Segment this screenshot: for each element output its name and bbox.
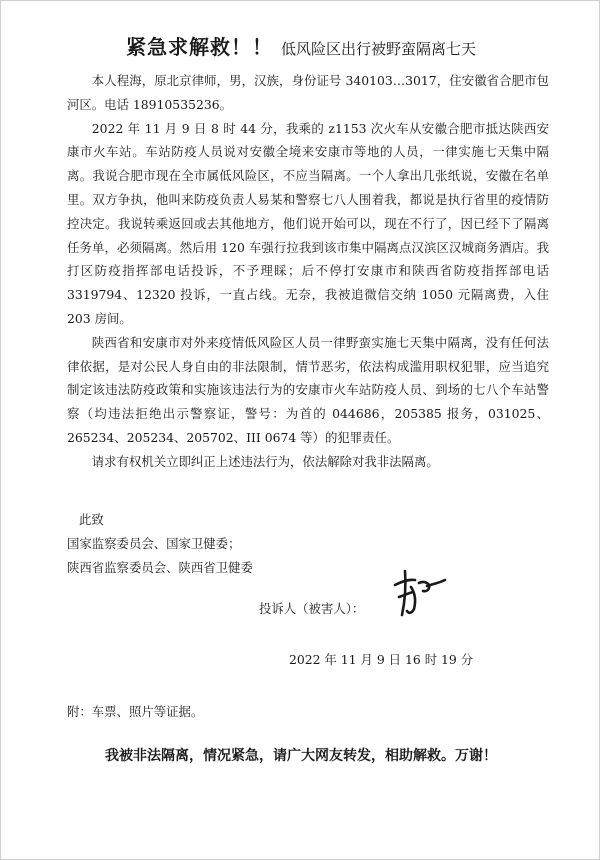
recipient-line: 陕西省监察委员会、陕西省卫健委 [67, 560, 253, 575]
handwritten-signature [389, 567, 447, 621]
signing-date: 2022 年 11 月 9 日 16 时 19 分 [289, 652, 474, 667]
salutation: 此致 [79, 512, 104, 527]
paragraph-incident: 2022 年 11 月 9 日 8 时 44 分，我乘的 z1153 次火车从安徽合肥市抵达陕西安康市火车站。车站防疫人员说对安徽全境来安康市等地的人员，一律实施七天集中隔离。我说合肥市现在全市属低风险区，不应当隔离。一个人拿出几张纸说，安徽在名单里。双方争执，他叫来防疫负责人易某和警察七八人围着我，都说是执行省里的疫情防控决定。我说转乘返回或去其他地方，他们说开始可以，现在不行了，因已经下了隔离任务单，必须隔离。然后用 120 车强行拉我到该市集中隔离点汉滨区汉城商务酒店。我打区防疫指挥部电话投诉，不予理睬；后不停打安康市和陕西省防疫指挥部电话 3319794、12320 投诉，一直占线。无奈，我被追微信交纳 1050 元隔离费，入住 203 房间。 [67, 120, 549, 326]
title-subtitle: 低风险区出行被野蛮隔离七天 [280, 40, 476, 58]
paragraph-legal-argument: 陕西省和安康市对外来疫情低风险区人员一律野蛮实施七天集中隔离，没有任何法律依据，是对公民人身自由的非法限制，情节恶劣，依法构成滥用职权犯罪，应当追究制定该违法防疫政策和实施该违法行为的安康市火车站防疫人员、到场的七八个车站警察（均违法拒绝出示警察证，警号：为首的 044686，205385 报务，031025、265234、205234、205702、III 0674 等）的犯罪责任。 [67, 334, 549, 445]
recipient-line: 国家监察委员会、国家卫健委； [67, 536, 241, 551]
attachment-note: 附：车票、照片等证据。 [67, 704, 204, 719]
paragraph-request: 请求有权机关立即纠正上述违法行为，依法解除对我非法隔离。 [91, 453, 439, 469]
letter-title [1, 31, 600, 60]
paragraph-identity: 本人程海，原北京律师，男，汉族，身份证号 340103…3017，住安徽省合肥市包河区。电话 18910535236。 [67, 73, 549, 112]
letter-body [67, 69, 549, 474]
appeal-banner: 我被非法隔离，情况紧急，请广大网友转发，相助解救。万谢！ [105, 748, 497, 764]
complainant-label: 投诉人（被害人）： [259, 601, 365, 616]
title-main: 紧急求解救！！ [125, 35, 273, 59]
